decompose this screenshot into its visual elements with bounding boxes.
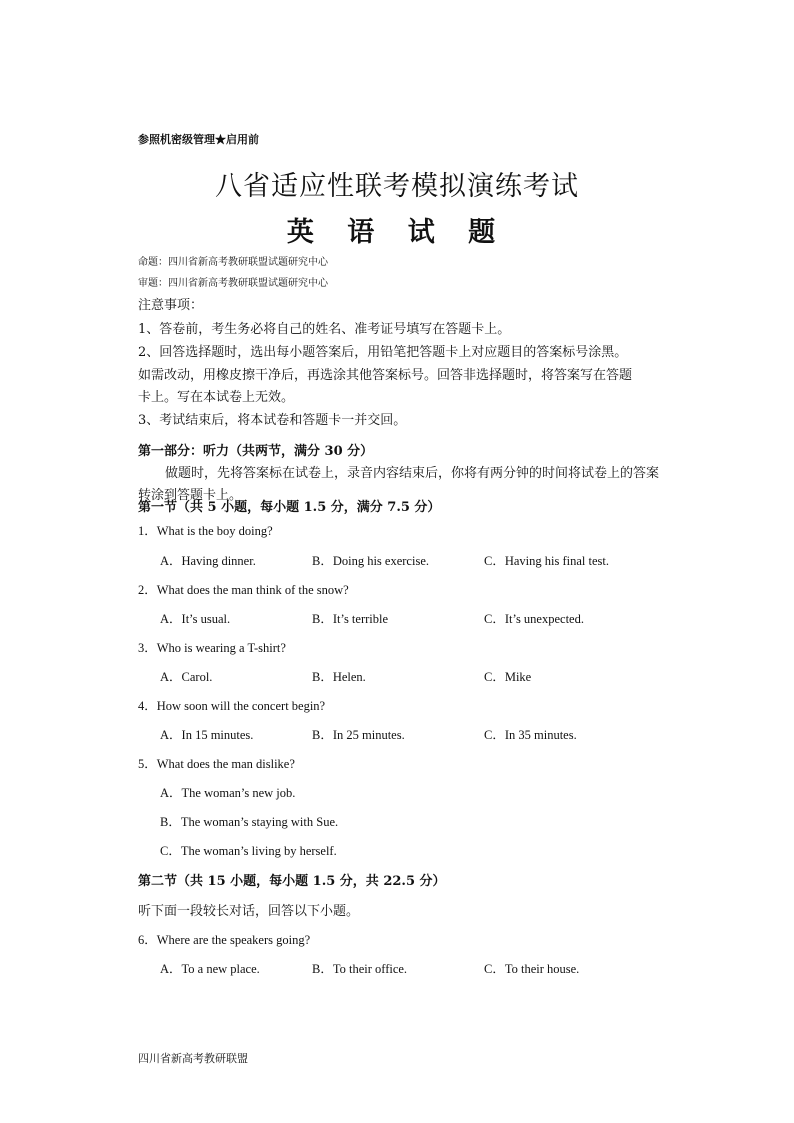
option-b: B．Helen. xyxy=(312,670,366,684)
note-item-2-line-1: 2、回答选择题时，选出每小题答案后，用铅笔把答题卡上对应题目的答案标号涂黑。 xyxy=(138,345,628,360)
note-item-1: 1、答卷前，考生务必将自己的姓名、准考证号填写在答题卡上。 xyxy=(138,322,511,337)
option-a: A．To a new place. xyxy=(160,962,260,976)
question-stem: 6．Where are the speakers going? xyxy=(138,933,311,947)
option-b: B．Doing his exercise. xyxy=(312,554,429,568)
option-a: A．In 15 minutes. xyxy=(160,728,254,742)
notes-heading: 注意事项： xyxy=(138,298,204,313)
option-a: A．The woman’s new job. xyxy=(160,786,296,800)
option-c: C．Having his final test. xyxy=(484,554,609,568)
note-item-2-line-3: 卡上。写在本试卷上无效。 xyxy=(138,390,295,405)
option-b: B．In 25 minutes. xyxy=(312,728,405,742)
option-b: B．To their office. xyxy=(312,962,408,976)
part1-heading: 第一部分：听力（共两节，满分 30 分） xyxy=(138,444,374,459)
option-c: C．The woman’s living by herself. xyxy=(160,844,337,858)
option-a: A．Carol. xyxy=(160,670,213,684)
question-stem: 4．How soon will the concert begin? xyxy=(138,699,326,713)
option-a: A．It’s usual. xyxy=(160,612,231,626)
question-stem: 5．What does the man dislike? xyxy=(138,757,295,771)
proposer-line: 命题：四川省新高考教研联盟试题研究中心 xyxy=(138,257,328,268)
option-a: A．Having dinner. xyxy=(160,554,256,568)
part1-instruction-line-1: 做题时，先将答案标在试卷上，录音内容结束后，你将有两分钟的时间将试卷上的答案 xyxy=(165,466,660,481)
section1-heading: 第一节（共 5 小题，每小题 1.5 分，满分 7.5 分） xyxy=(138,500,441,515)
section2-heading: 第二节（共 15 小题，每小题 1.5 分，共 22.5 分） xyxy=(138,874,446,889)
exam-title: 八省适应性联考模拟演练考试 xyxy=(215,171,579,202)
reviewer-line: 审题：四川省新高考教研联盟试题研究中心 xyxy=(138,278,328,289)
section2-instruction: 听下面一段较长对话，回答以下小题。 xyxy=(138,904,360,919)
part1-instruction-line-2: 转涂到答题卡上。 xyxy=(138,488,243,503)
note-item-3: 3、考试结束后，将本试卷和答题卡一并交回。 xyxy=(138,413,407,428)
option-c: C．In 35 minutes. xyxy=(484,728,577,742)
secret-level-mark: 参照机密级管理★启用前 xyxy=(138,133,259,146)
question-stem: 3．Who is wearing a T-shirt? xyxy=(138,641,286,655)
option-b: B．The woman’s staying with Sue. xyxy=(160,815,339,829)
option-c: C．To their house. xyxy=(484,962,580,976)
question-stem: 1．What is the boy doing? xyxy=(138,524,273,538)
option-b: B．It’s terrible xyxy=(312,612,389,626)
subject-title: 英 语 试 题 xyxy=(286,217,508,248)
footer-org: 四川省新高考教研联盟 xyxy=(138,1052,248,1065)
question-stem: 2．What does the man think of the snow? xyxy=(138,583,349,597)
note-item-2-line-2: 如需改动，用橡皮擦干净后，再选涂其他答案标号。回答非选择题时，将答案写在答题 xyxy=(138,368,633,383)
option-c: C．Mike xyxy=(484,670,532,684)
option-c: C．It’s unexpected. xyxy=(484,612,584,626)
